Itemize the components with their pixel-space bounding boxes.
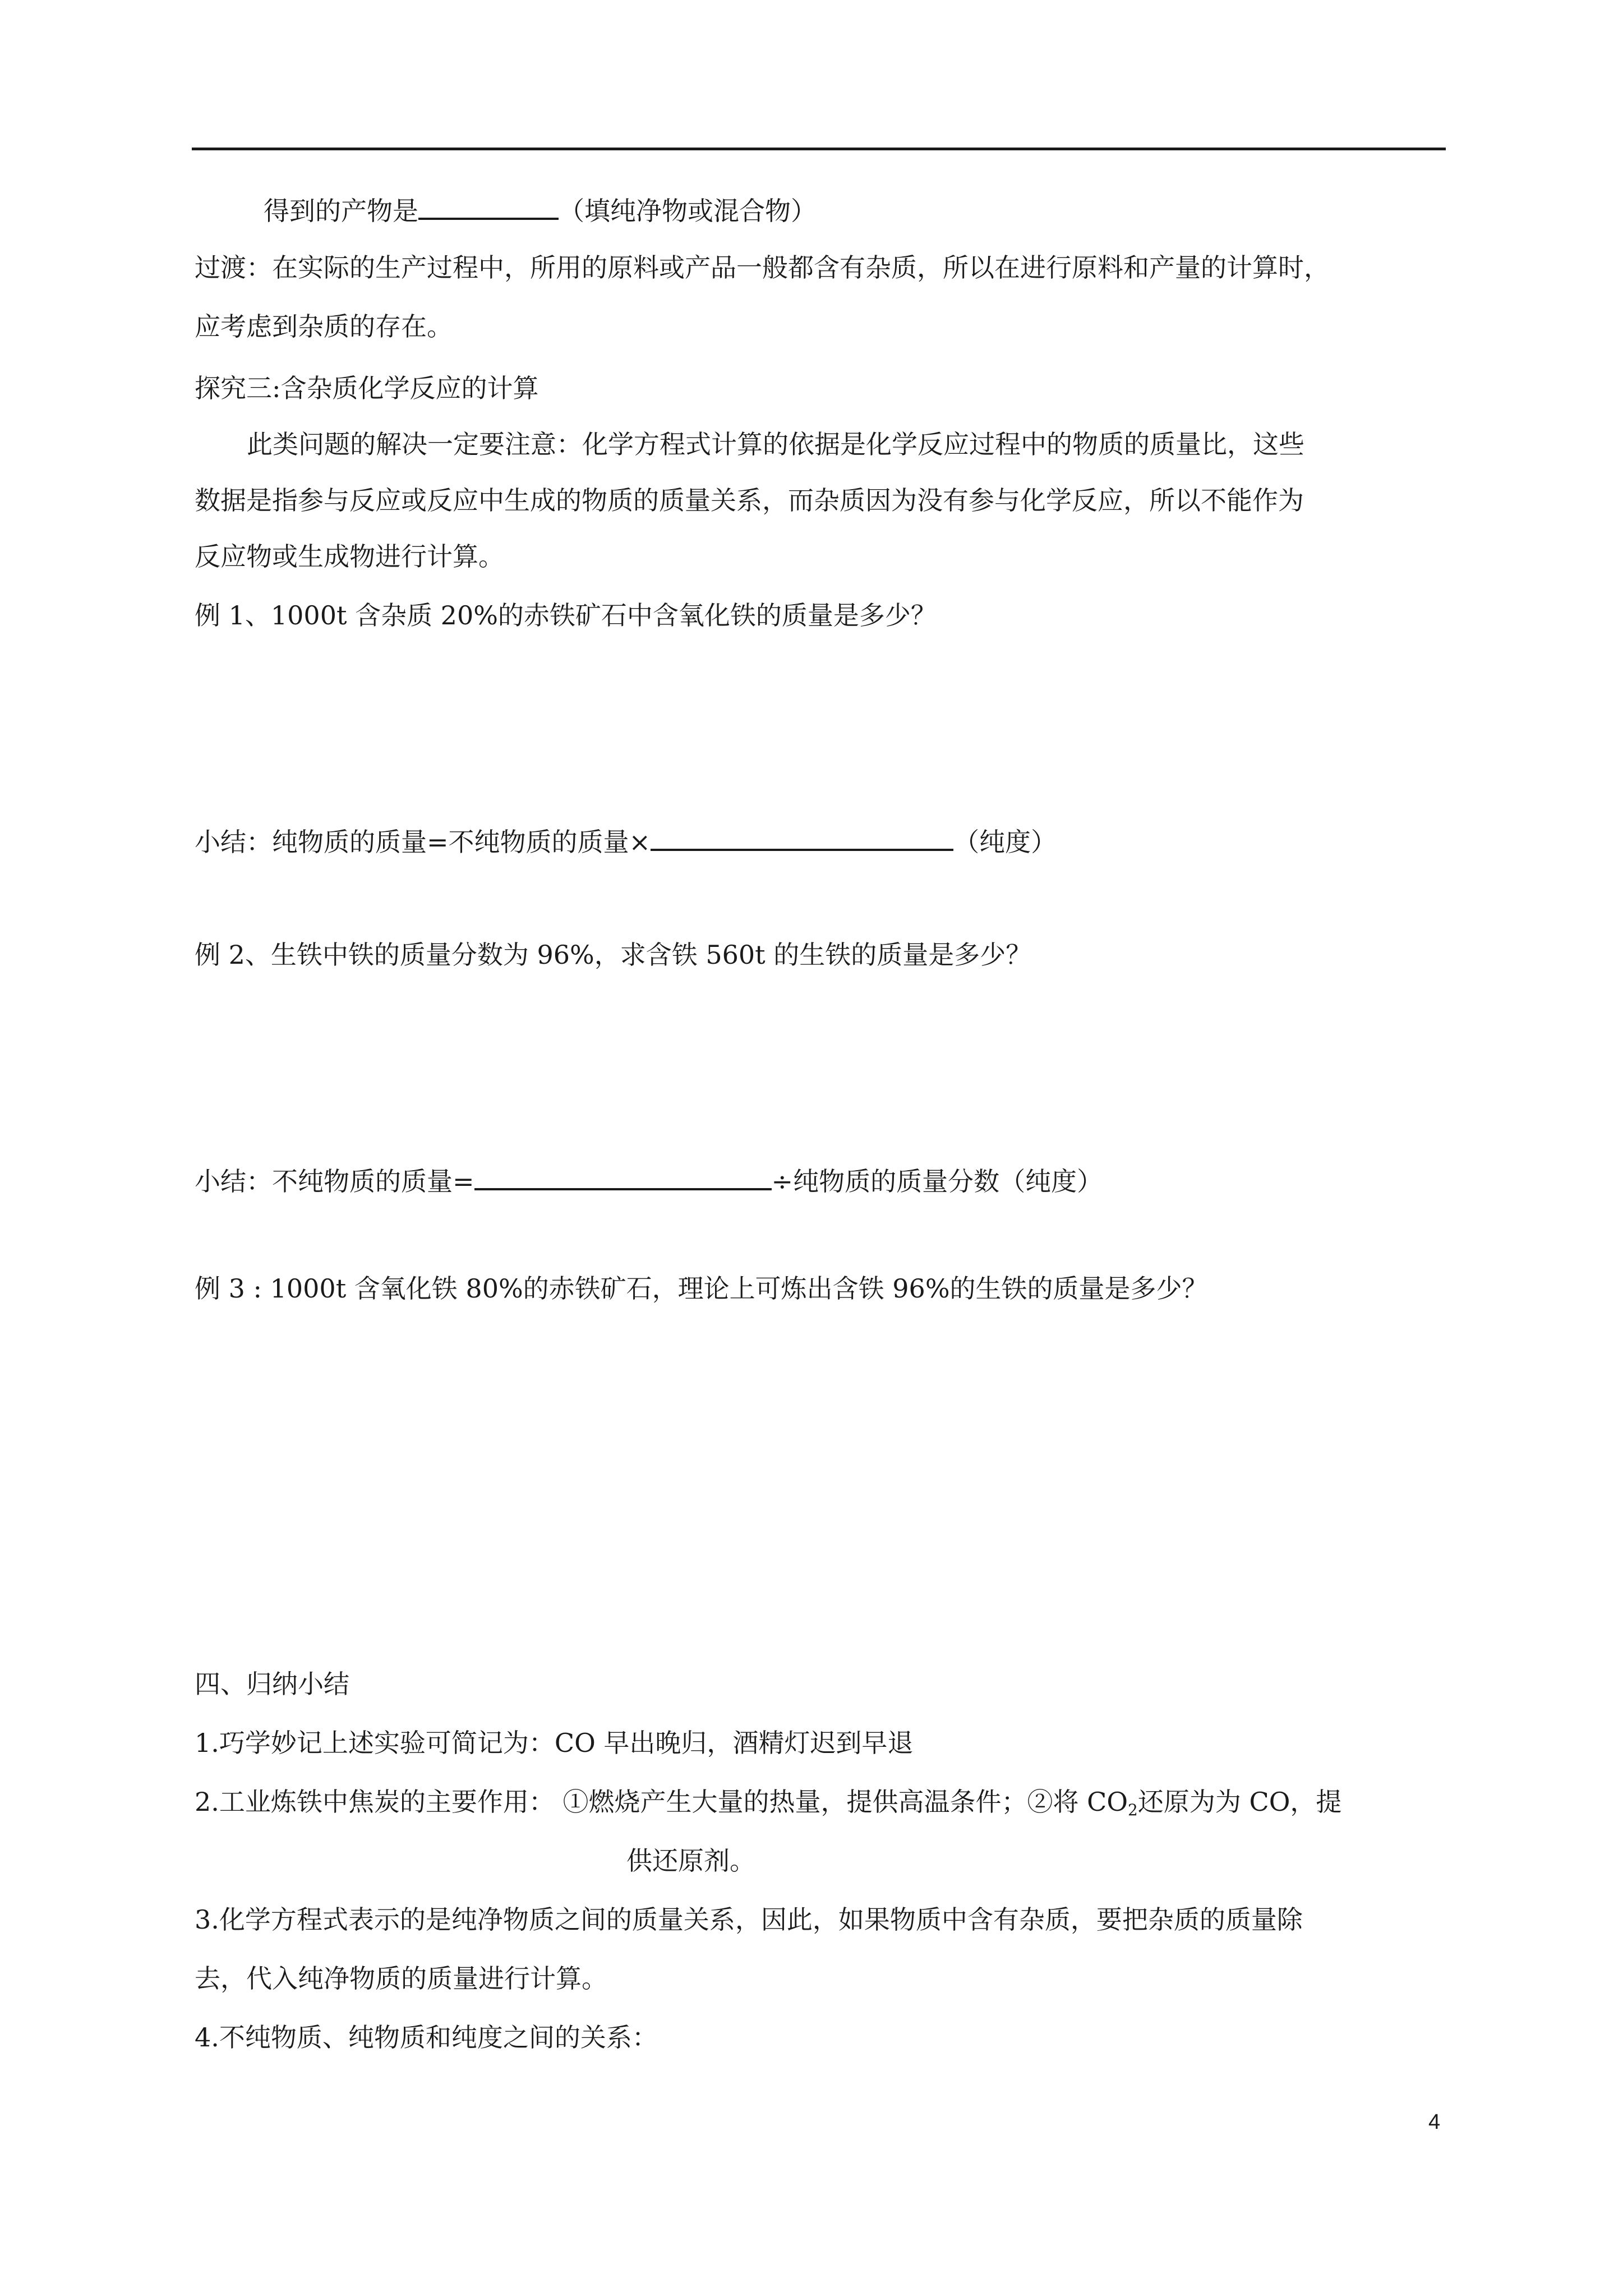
list-item: 4.不纯物质、纯物质和纯度之间的关系： [195, 2022, 658, 2053]
text-line [264, 192, 817, 228]
text-segment: （填纯净物或混合物） [559, 196, 817, 226]
page-number: 4 [1428, 2110, 1441, 2134]
text-line: 供还原剂。 [626, 1846, 755, 1876]
text-segment: 小结：纯物质的质量=不纯物质的质量× [195, 827, 651, 857]
text-line: 过渡：在实际的生产过程中，所用的原料或产品一般都含有杂质，所以在进行原料和产量的计算时， [195, 252, 1330, 283]
text-segment: 2.工业炼铁中焦炭的主要作用： ①燃烧产生大量的热量，提供高温条件；②将 CO [195, 1787, 1128, 1817]
text-segment: 得到的产物是 [264, 196, 418, 226]
fill-in-blank [651, 823, 953, 851]
text-segment: （纯度） [953, 827, 1057, 857]
text-line: 应考虑到杂质的存在。 [195, 311, 453, 342]
text-segment: ÷纯物质的质量分数（纯度） [771, 1166, 1103, 1197]
summary-2 [195, 1162, 1103, 1198]
text-segment: 还原为为 CO，提 [1137, 1787, 1342, 1817]
section-heading: 四、归纳小结 [195, 1669, 349, 1699]
list-item: 3.化学方程式表示的是纯净物质之间的质量关系，因此，如果物质中含有杂质，要把杂质的质量除 [195, 1904, 1303, 1935]
summary-1 [195, 823, 1057, 859]
section-heading: 探究三:含杂质化学反应的计算 [195, 373, 539, 403]
example-1: 例 1、1000t 含杂质 20%的赤铁矿石中含氧化铁的质量是多少？ [195, 600, 937, 631]
text-line: 数据是指参与反应或反应中生成的物质的质量关系，而杂质因为没有参与化学反应，所以不能作为 [195, 485, 1304, 516]
list-item [195, 1785, 1341, 1827]
text-line: 去，代入纯净物质的质量进行计算。 [195, 1963, 607, 1994]
text-segment: 小结：不纯物质的质量= [195, 1166, 474, 1197]
header-rule [192, 148, 1446, 150]
text-line: 反应物或生成物进行计算。 [195, 541, 504, 572]
text-line: 此类问题的解决一定要注意：化学方程式计算的依据是化学反应过程中的物质的质量比，这些 [247, 429, 1304, 459]
list-item: 1.巧学妙记上述实验可简记为：CO 早出晚归，酒精灯迟到早退 [195, 1728, 914, 1758]
fill-in-blank [418, 192, 559, 220]
example-2: 例 2、生铁中铁的质量分数为 96%，求含铁 560t 的生铁的质量是多少？ [195, 940, 1032, 970]
subscript: 2 [1128, 1801, 1138, 1819]
example-3: 例 3 : 1000t 含氧化铁 80%的赤铁矿石，理论上可炼出含铁 96%的生铁的质量是多少？ [195, 1273, 1208, 1304]
fill-in-blank [474, 1162, 772, 1190]
